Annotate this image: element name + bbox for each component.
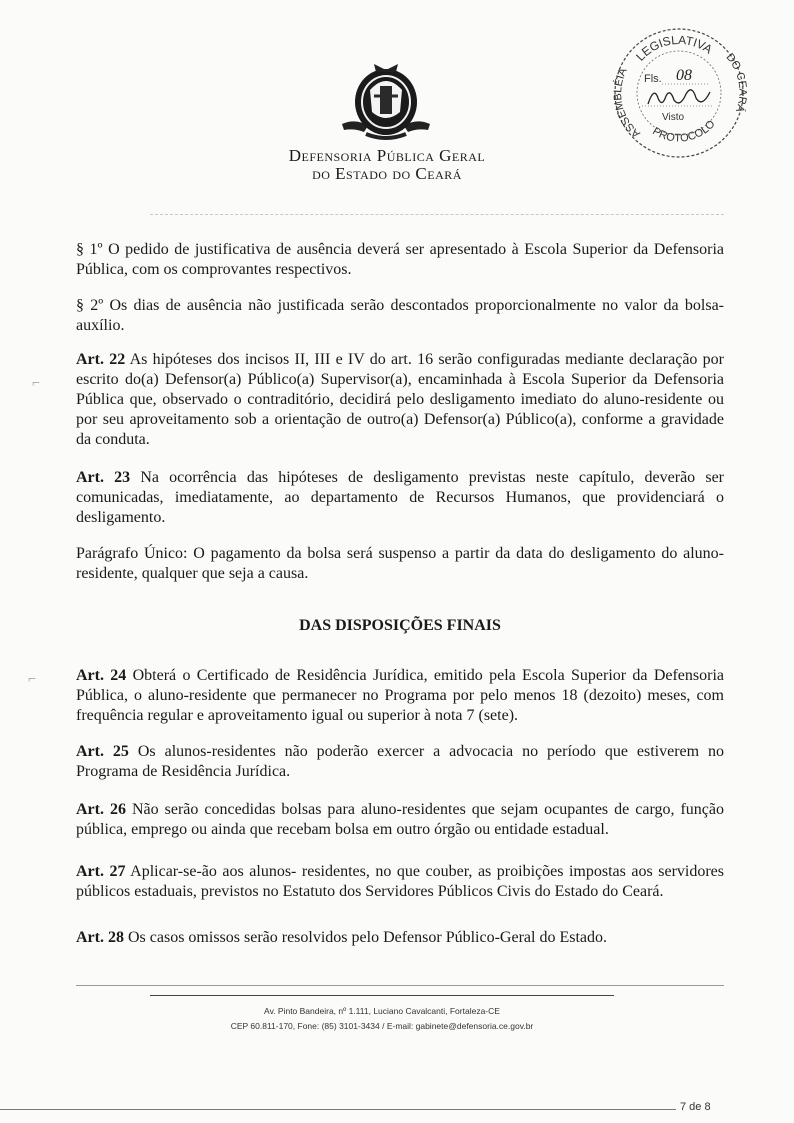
article-27 — [76, 862, 724, 902]
org-name-line2 — [200, 164, 574, 184]
article-number: Art. 22 — [76, 351, 126, 368]
stamp-left-text: ASSEMBLÉIA — [612, 66, 643, 140]
stamp-signature — [648, 90, 710, 104]
article-24 — [76, 666, 724, 726]
defensoria-crest-logo — [336, 62, 436, 146]
article-number: Art. 27 — [76, 863, 126, 880]
stamp-top-text: LEGISLATIVA — [633, 32, 715, 64]
paragraph-s1 — [76, 240, 724, 280]
margin-bracket-mark: ⌐ — [32, 376, 40, 391]
section-heading: DAS DISPOSIÇÕES FINAIS — [299, 617, 501, 634]
footer-address: Av. Pinto Bandeira, nº 1.111, Luciano Cavalcanti, Fortaleza-CE — [264, 1006, 500, 1016]
page-number: 7 de 8 — [680, 1101, 711, 1113]
article-28 — [76, 928, 724, 948]
paragraph-text: § 2º Os dias de ausência não justificada serão descontados proporcionalmente no valor da bolsa-auxílio. — [76, 297, 724, 334]
article-number: Art. 24 — [76, 667, 127, 684]
footer-contact: CEP 60.811-170, Fone: (85) 3101-3434 / E-mail: gabinete@defensoria.ce.gov.br — [230, 1021, 534, 1031]
article-text: Não serão concedidas bolsas para aluno-residentes que sejam ocupantes de cargo, função pública, emprego ou ainda que recebam bolsa em outro órgão ou entidade estadual. — [76, 801, 725, 838]
article-text: As hipóteses dos incisos II, III e IV do art. 16 serão configuradas mediante declaração por escrito do(a) Defensor(a) Público(a) Supervisor(a), encaminhada à Escola Superior da Defensoria Pública que, observado o contraditório, decidirá pelo desligamento imediato do aluno-residente ou por seu aproveitamento sob a orientação de outro(a) Defensor(a) Público(a), conforme a gravidade da conduta. — [76, 351, 724, 448]
article-text: Os alunos-residentes não poderão exercer a advocacia no período que estiverem no Programa de Residência Jurídica. — [76, 743, 725, 780]
org-name-text-2: do Estado do Ceará — [312, 164, 462, 183]
svg-text:PROTOCOLO — [650, 118, 718, 145]
svg-text:LEGISLATIVA — [633, 33, 715, 64]
org-name-text: Defensoria Pública Geral — [288, 146, 486, 165]
article-number: Art. 23 — [76, 469, 131, 486]
margin-bracket-mark-2: ⌐ — [28, 672, 36, 687]
page-bottom-rule — [0, 1109, 676, 1110]
stamp-right-text: DO CEARÁ — [723, 51, 749, 114]
article-22 — [76, 350, 724, 450]
article-text: Os casos omissos serão resolvidos pelo Defensor Público-Geral do Estado. — [123, 929, 608, 946]
paragraph-s2 — [76, 296, 724, 336]
stamp-fls-value: 08 — [676, 67, 692, 84]
stamp-bottom-text: PROTOCOLO — [650, 118, 718, 145]
stamp-fls-label: Fls. — [644, 73, 662, 85]
article-number: Art. 25 — [76, 743, 129, 760]
svg-text:DO CEARÁ — [723, 51, 748, 114]
article-23 — [76, 468, 724, 528]
paragraph-text: § 1º O pedido de justificativa de ausência deverá ser apresentado à Escola Superior da Defensoria Pública, com os comprovantes respectivos. — [76, 241, 724, 278]
article-text: Na ocorrência das hipóteses de desligamento previstas neste capítulo, deverão ser comunicadas, imediatamente, ao departamento de Recursos Humanos, que providenciará o desligamento. — [76, 469, 725, 526]
article-number: Art. 26 — [76, 801, 126, 818]
org-name-line1 — [200, 146, 574, 166]
paragrafo-unico — [76, 544, 724, 584]
header-divider — [150, 214, 724, 215]
article-text: Aplicar-se-ão aos alunos- residentes, no que couber, as proibições impostas aos servidores públicos estaduais, previstos no Estatuto dos Servidores Públicos Civis do Estado do Ceará. — [76, 863, 725, 900]
protocol-stamp — [608, 22, 750, 164]
article-number: Art. 28 — [76, 929, 124, 946]
footer-rule-inner — [150, 995, 614, 996]
article-25 — [76, 742, 724, 782]
article-26 — [76, 800, 724, 840]
article-text: Obterá o Certificado de Residência Jurídica, emitido pela Escola Superior da Defensoria Pública, o aluno-residente que permanecer no Programa por pelo menos 18 (dezoito) meses, com frequência regular e aproveitamento igual ou superior à nota 7 (sete). — [76, 667, 725, 724]
footer-rule-outer — [76, 985, 724, 986]
paragraph-text: Parágrafo Único: O pagamento da bolsa será suspenso a partir da data do desligamento do aluno-residente, qualquer que seja a causa. — [76, 545, 724, 582]
stamp-visto-label: Visto — [662, 112, 685, 123]
